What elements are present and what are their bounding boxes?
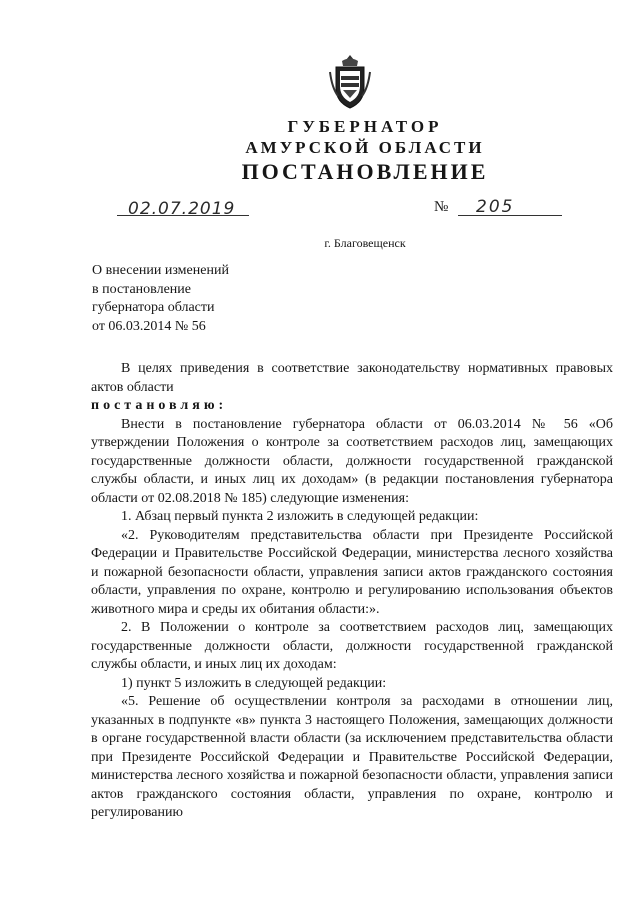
document-number: 205: [476, 197, 515, 217]
subject-line: в постановление: [92, 281, 191, 297]
coat-of-arms-emblem: [326, 52, 374, 110]
header-title-governor: ГУБЕРНАТОР: [287, 117, 443, 136]
paragraph-subitem-1: 1) пункт 5 изложить в следующей редакции:: [121, 675, 387, 691]
number-underline: [458, 215, 562, 216]
subject-line: от 06.03.2014 № 56: [92, 318, 206, 334]
date-underline: [117, 215, 249, 216]
paragraph-main-change: Внести в постановление губернатора области от 06.03.2014 № 56 «Об утверждении Положения о контроле за соответствием расходов лиц, замещающих государственные должности области, должности государственной гражданской службы области, и иных лиц их доходам» (в редакции постановления губернатора области от 02.08.2018 № 185) следующие изменения:: [91, 416, 613, 506]
number-label: №: [434, 199, 449, 215]
document-subject: [92, 262, 229, 336]
paragraph-quote-5: «5. Решение об осуществлении контроля за расходами в отношении лиц, указанных в подпункте «в» пункта 3 настоящего Положения, замещающих должности в органе государственной власти области (за исключением представительства области при Президенте Российской Федерации и Правительстве Российской Федерации, министерства лесного хозяйства и пожарной безопасности области, управления записи актов гражданского состояния области, управления по охране, контролю и регулированию: [91, 694, 613, 820]
header-title-region: АМУРСКОЙ ОБЛАСТИ: [245, 138, 485, 157]
resolve-word: постановляю:: [91, 398, 228, 413]
paragraph-item-2: 2. В Положении о контроле за соответствием расходов лиц, замещающих государственные должности области, должности государственной гражданской службы области, и иных лиц их доходам:: [91, 620, 613, 672]
document-type-title: ПОСТАНОВЛЕНИЕ: [241, 159, 489, 184]
subject-line: О внесении изменений: [92, 263, 229, 278]
paragraph-quote-2: «2. Руководителям представительства области при Президенте Российской Федерации и Правительстве Российской Федерации, министерства лесного хозяйства и пожарной безопасности области, управления записи актов гражданского состояния области, управления по охране, контролю и регулированию использования объектов животного мира и среды их обитания области:».: [91, 527, 613, 617]
paragraph-item-1: 1. Абзац первый пункта 2 изложить в следующей редакции:: [121, 509, 479, 524]
city-label: г. Благовещенск: [324, 236, 406, 250]
intro-paragraph: В целях приведения в соответствие законодательству нормативных правовых актов области: [91, 361, 613, 395]
subject-line: губернатора области: [92, 300, 215, 315]
document-body: [91, 360, 613, 823]
document-date: 02.07.2019: [128, 199, 236, 219]
